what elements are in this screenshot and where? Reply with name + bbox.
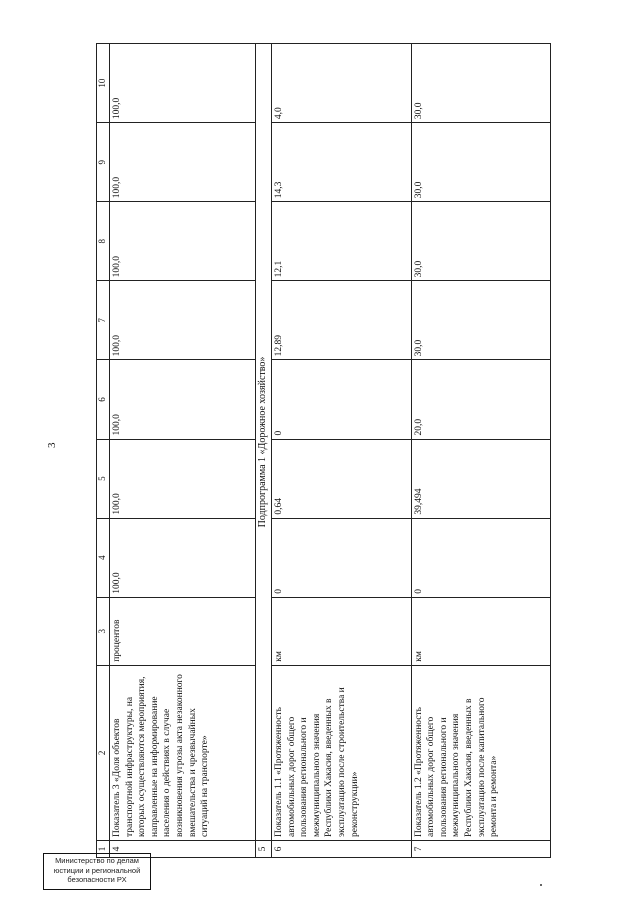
scan-speck — [540, 884, 542, 886]
header-col-8: 8 — [97, 202, 110, 281]
ministry-stamp — [43, 853, 151, 890]
value-cell: 100,0 — [110, 360, 256, 439]
value-cell: 30,0 — [411, 281, 550, 360]
header-col-4: 4 — [97, 518, 110, 597]
indicator-name: Показатель 3 «Доля объектов транспортной инфраструктуры, на которых осуществляются мероприятия, направленные на информирование населения о действиях в случае возникновения угрозы акта незаконного вмешательства и чрезвычайных ситуаций на транспорте» — [110, 665, 256, 840]
value-cell: 0 — [272, 518, 411, 597]
value-cell: 0 — [272, 360, 411, 439]
table-row — [411, 44, 550, 858]
header-row — [97, 44, 110, 858]
value-cell: 30,0 — [411, 44, 550, 123]
header-col-1: 1 — [97, 840, 110, 857]
value-cell: 39,494 — [411, 439, 550, 518]
value-cell: 100,0 — [110, 44, 256, 123]
table-row — [256, 44, 272, 858]
value-cell: 12,89 — [272, 281, 411, 360]
value-cell: 100,0 — [110, 123, 256, 202]
indicator-table-rotated — [96, 43, 551, 858]
indicator-table — [96, 43, 551, 858]
value-cell: 30,0 — [411, 202, 550, 281]
header-col-9: 9 — [97, 123, 110, 202]
header-col-3: 3 — [97, 597, 110, 665]
header-col-7: 7 — [97, 281, 110, 360]
section-title: Подпрограмма 1 «Дорожное хозяйство» — [256, 44, 272, 841]
row-number: 7 — [411, 840, 550, 857]
value-cell: 100,0 — [110, 281, 256, 360]
table-row — [110, 44, 256, 858]
stamp-line: безопасности РХ — [67, 875, 127, 885]
value-cell: 100,0 — [110, 518, 256, 597]
value-cell: 100,0 — [110, 439, 256, 518]
page-number: 3 — [46, 442, 58, 448]
row-number: 5 — [256, 840, 272, 857]
value-cell: 100,0 — [110, 202, 256, 281]
value-cell: 12,1 — [272, 202, 411, 281]
unit-cell: процентов — [110, 597, 256, 665]
value-cell: 0,64 — [272, 439, 411, 518]
value-cell: 14,3 — [272, 123, 411, 202]
unit-cell: км — [272, 597, 411, 665]
value-cell: 20,0 — [411, 360, 550, 439]
table-row — [272, 44, 411, 858]
row-number: 6 — [272, 840, 411, 857]
unit-cell: км — [411, 597, 550, 665]
value-cell: 30,0 — [411, 123, 550, 202]
value-cell: 0 — [411, 518, 550, 597]
stamp-line: юстиции и региональной — [53, 865, 141, 875]
row-number: 4 — [110, 840, 256, 857]
header-col-2: 2 — [97, 665, 110, 840]
stamp-line: Министерство по делам — [55, 856, 139, 865]
header-col-6: 6 — [97, 360, 110, 439]
value-cell: 4,0 — [272, 44, 411, 123]
indicator-name: Показатель 1.2 «Протяженность автомобильных дорог общего пользования регионального и межмуниципального значения Республики Хакасия, введенных в эксплуатацию после капитального ремонта и ремонта» — [411, 665, 550, 840]
header-col-5: 5 — [97, 439, 110, 518]
indicator-name: Показатель 1.1 «Протяженность автомобильных дорог общего пользования регионального и межмуниципального значения Республики Хакасия, введенных в эксплуатацию после строительства и реконструкции» — [272, 665, 411, 840]
header-col-10: 10 — [97, 44, 110, 123]
